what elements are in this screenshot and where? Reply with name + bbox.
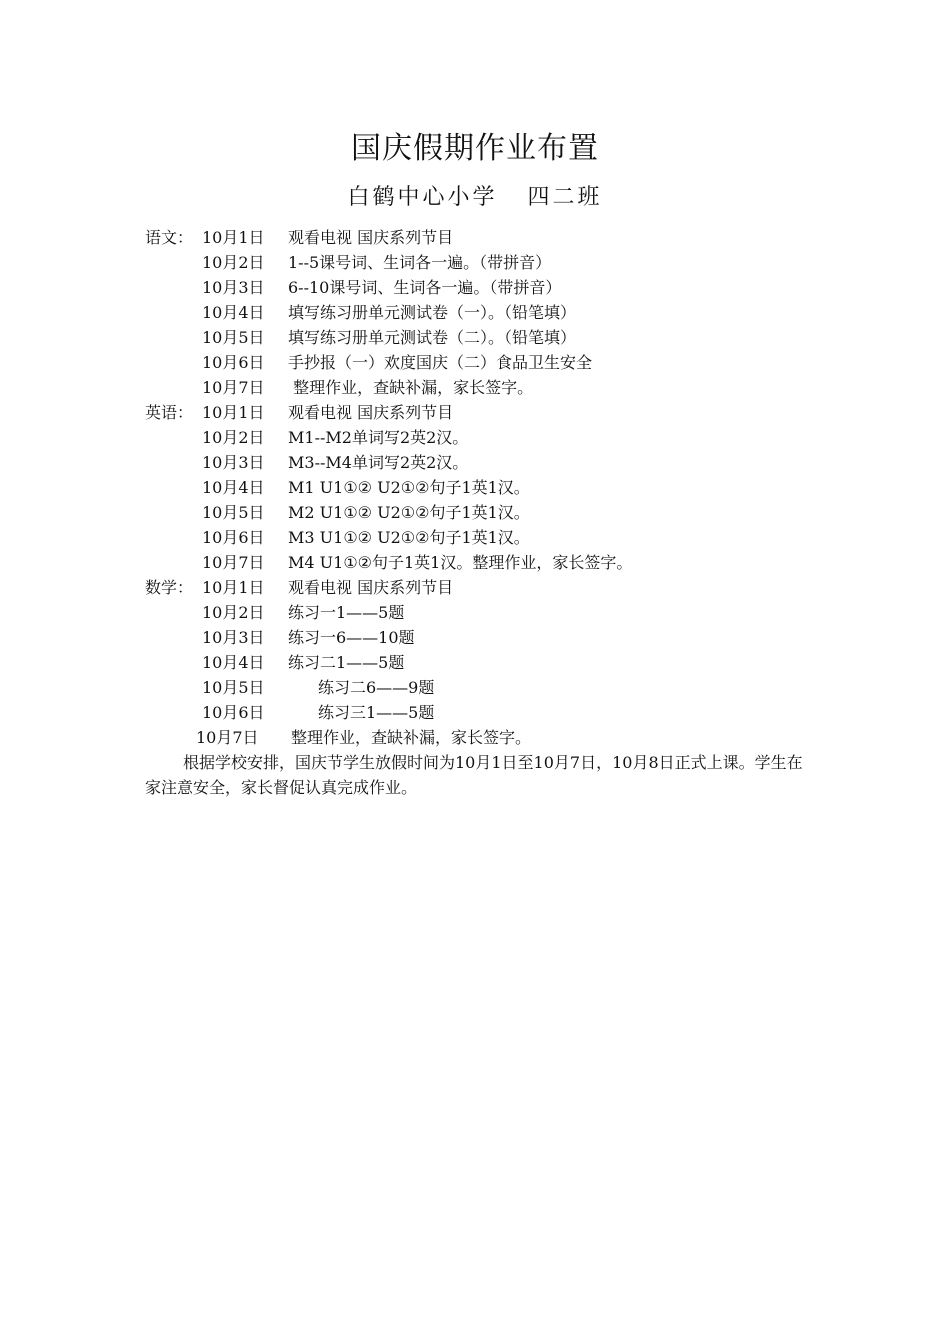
entry-date: 10月1日 xyxy=(202,228,265,247)
math-entry-4 xyxy=(145,650,815,675)
entry-task: M4 U1①②句子1英1汉。整理作业，家长签字。 xyxy=(288,553,633,572)
entry-task: 练习二6——9题 xyxy=(318,678,435,697)
math-entry-1 xyxy=(145,575,815,600)
math-entry-5 xyxy=(145,675,815,700)
entry-task: 整理作业，查缺补漏，家长签字。 xyxy=(288,378,534,397)
entry-task: M3 U1①② U2①②句子1英1汉。 xyxy=(288,528,530,547)
english-entry-4 xyxy=(145,475,815,500)
homework-list xyxy=(145,225,815,800)
entry-task: 练习一1——5题 xyxy=(288,603,405,622)
entry-date: 10月1日 xyxy=(202,578,265,597)
entry-task: 整理作业，查缺补漏，家长签字。 xyxy=(291,728,532,747)
entry-date: 10月4日 xyxy=(202,478,265,497)
english-entry-3 xyxy=(145,450,815,475)
entry-task: 6--10课号词、生词各一遍。（带拼音） xyxy=(288,278,562,297)
math-entry-2 xyxy=(145,600,815,625)
entry-task: 练习一6——10题 xyxy=(288,628,415,647)
entry-date: 10月7日 xyxy=(196,728,259,747)
entry-date: 10月3日 xyxy=(202,628,265,647)
entry-date: 10月2日 xyxy=(202,253,265,272)
entry-task: M2 U1①② U2①②句子1英1汉。 xyxy=(288,503,530,522)
chinese-entry-2 xyxy=(145,250,815,275)
entry-date: 10月2日 xyxy=(202,428,265,447)
entry-task: 1--5课号词、生词各一遍。（带拼音） xyxy=(288,253,552,272)
document-title: 国庆假期作业布置 xyxy=(351,131,599,166)
entry-task: 填写练习册单元测试卷（一）。（铅笔填） xyxy=(288,303,577,322)
math-entry-7 xyxy=(145,725,815,750)
entry-date: 10月4日 xyxy=(202,303,265,322)
entry-task: 填写练习册单元测试卷（二）。（铅笔填） xyxy=(288,328,577,347)
subject-label-english: 英语： xyxy=(145,403,194,422)
chinese-entry-6 xyxy=(145,350,815,375)
english-entry-7 xyxy=(145,550,815,575)
entry-task: 练习三1——5题 xyxy=(318,703,435,722)
english-entry-5 xyxy=(145,500,815,525)
chinese-entry-5 xyxy=(145,325,815,350)
entry-task: 观看电视 国庆系列节目 xyxy=(288,578,454,597)
entry-date: 10月5日 xyxy=(202,678,265,697)
entry-date: 10月1日 xyxy=(202,403,265,422)
entry-date: 10月5日 xyxy=(202,328,265,347)
entry-task: 观看电视 国庆系列节目 xyxy=(288,403,454,422)
holiday-notice: 根据学校安排，国庆节学生放假时间为10月1日至10月7日，10月8日正式上课。学生在家注意安全，家长督促认真完成作业。 xyxy=(145,753,803,797)
entry-date: 10月3日 xyxy=(202,278,265,297)
subject-label-math: 数学： xyxy=(145,578,194,597)
entry-date: 10月3日 xyxy=(202,453,265,472)
entry-date: 10月6日 xyxy=(202,353,265,372)
entry-task: 观看电视 国庆系列节目 xyxy=(288,228,454,247)
chinese-entry-4 xyxy=(145,300,815,325)
entry-date: 10月5日 xyxy=(202,503,265,522)
entry-date: 10月2日 xyxy=(202,603,265,622)
entry-date: 10月6日 xyxy=(202,528,265,547)
entry-date: 10月4日 xyxy=(202,653,265,672)
chinese-entry-1 xyxy=(145,225,815,250)
chinese-entry-7 xyxy=(145,375,815,400)
entry-task: 手抄报（一）欢度国庆（二）食品卫生安全 xyxy=(288,353,593,372)
entry-date: 10月7日 xyxy=(202,378,265,397)
entry-task: 练习二1——5题 xyxy=(288,653,405,672)
math-entry-6 xyxy=(145,700,815,725)
entry-task: M3--M4单词写2英2汉。 xyxy=(288,453,469,472)
english-entry-2 xyxy=(145,425,815,450)
chinese-entry-3 xyxy=(145,275,815,300)
english-entry-1 xyxy=(145,400,815,425)
school-class-subtitle: 白鹤中心小学 四二班 xyxy=(347,185,603,210)
entry-date: 10月6日 xyxy=(202,703,265,722)
entry-task: M1--M2单词写2英2汉。 xyxy=(288,428,469,447)
math-entry-3 xyxy=(145,625,815,650)
entry-date: 10月7日 xyxy=(202,553,265,572)
subject-label-chinese: 语文： xyxy=(145,228,194,247)
english-entry-6 xyxy=(145,525,815,550)
entry-task: M1 U1①② U2①②句子1英1汉。 xyxy=(288,478,530,497)
